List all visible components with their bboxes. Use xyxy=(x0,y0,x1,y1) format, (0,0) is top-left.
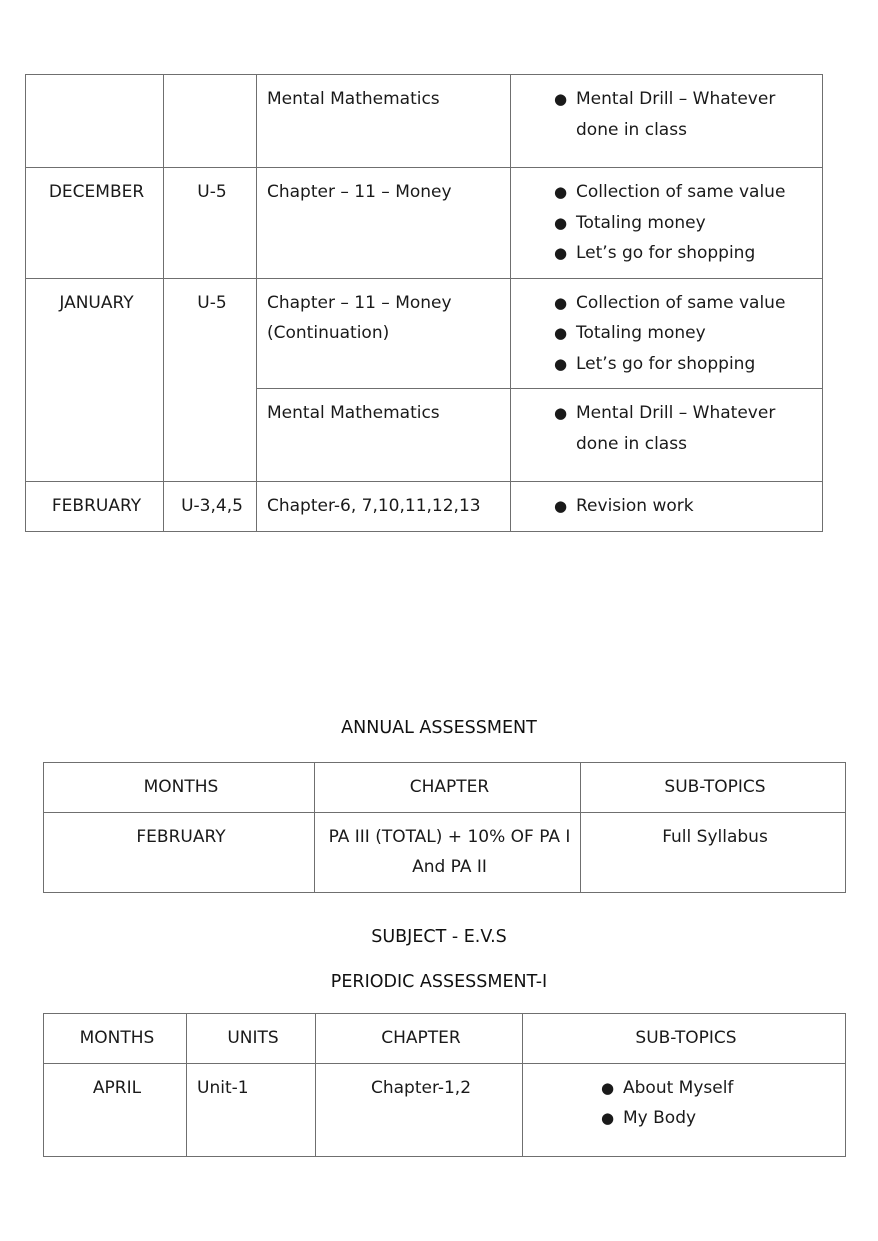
column-header-months xyxy=(44,1014,187,1064)
table-header-row xyxy=(44,1014,846,1064)
list-item-label: Collection of same value xyxy=(576,182,786,202)
maths-syllabus-table xyxy=(25,74,823,532)
list-item xyxy=(521,288,816,319)
bullet-icon: ● xyxy=(554,183,568,201)
unit-text xyxy=(164,75,256,93)
list-item-label: Collection of same value xyxy=(576,292,786,313)
list-item-label: Totaling money xyxy=(576,212,706,233)
column-header-label: SUB-TOPICS xyxy=(635,1028,737,1048)
list-item-label: My Body xyxy=(623,1108,697,1128)
units-cell xyxy=(187,1063,316,1156)
column-header-months xyxy=(44,763,315,813)
bullet-icon: ● xyxy=(554,293,568,312)
list-item xyxy=(533,1103,839,1134)
table-row xyxy=(44,812,846,892)
bullet-icon: ● xyxy=(601,1109,615,1127)
list-item xyxy=(521,238,816,269)
month-text: JANUARY xyxy=(59,292,134,313)
column-header-label: CHAPTER xyxy=(409,777,490,797)
list-item-label: Mental Drill – Whatever done in class xyxy=(576,89,776,140)
subtopics-wrap xyxy=(511,482,822,531)
subtopics-wrap xyxy=(511,168,822,278)
bullet-icon: ● xyxy=(554,213,568,232)
bullet-icon: ● xyxy=(554,90,568,108)
subject-heading: SUBJECT - E.V.S xyxy=(371,927,507,947)
subtopics-cell xyxy=(523,1063,846,1156)
chapter-cell xyxy=(257,389,511,482)
months-cell xyxy=(44,812,315,892)
subtopics-list xyxy=(533,1073,839,1134)
month-cell xyxy=(26,168,164,279)
chapter-cell xyxy=(257,168,511,279)
subtopics-cell xyxy=(581,812,846,892)
bullet-icon: ● xyxy=(554,354,568,373)
list-item-label: Revision work xyxy=(576,496,694,516)
list-item xyxy=(521,177,816,208)
list-item-label: Let’s go for shopping xyxy=(576,243,756,263)
list-item-label: About Myself xyxy=(623,1077,734,1098)
chapter-text: Chapter-1,2 xyxy=(370,1077,472,1098)
unit-text: U-5 xyxy=(197,182,227,202)
subtopics-cell xyxy=(511,278,823,389)
units-text: Unit-1 xyxy=(197,1077,249,1098)
chapter-cell xyxy=(257,482,511,532)
column-header-units xyxy=(187,1014,316,1064)
column-header-label: MONTHS xyxy=(143,777,219,797)
table-row xyxy=(26,75,823,168)
subtopics-cell xyxy=(511,168,823,279)
chapter-text: Mental Mathematics xyxy=(267,403,440,423)
table-row xyxy=(26,482,823,532)
chapter-cell xyxy=(316,1063,523,1156)
chapter-text: Chapter-6, 7,10,11,12,13 xyxy=(267,496,481,516)
months-text: FEBRUARY xyxy=(136,826,226,847)
subtopics-wrap xyxy=(511,75,822,167)
list-item xyxy=(521,349,816,380)
list-item-label: Let’s go for shopping xyxy=(576,353,756,374)
subtopics-list xyxy=(521,84,816,145)
bullet-icon: ● xyxy=(601,1078,615,1097)
bullet-icon: ● xyxy=(554,324,568,342)
evs-periodic-assessment-table xyxy=(43,1013,846,1157)
chapter-cell xyxy=(257,75,511,168)
bullet-icon: ● xyxy=(554,404,568,422)
subtopics-wrap xyxy=(511,279,822,389)
list-item xyxy=(521,208,816,239)
table-header-row xyxy=(44,763,846,813)
list-item xyxy=(533,1073,839,1104)
annual-assessment-heading: ANNUAL ASSESSMENT xyxy=(341,718,537,738)
unit-cell xyxy=(164,75,257,168)
months-cell xyxy=(44,1063,187,1156)
month-cell xyxy=(26,482,164,532)
chapter-text: Chapter – 11 – Money (Continuation) xyxy=(267,292,452,343)
bullet-icon: ● xyxy=(554,244,568,262)
month-text: DECEMBER xyxy=(48,182,145,202)
unit-cell xyxy=(164,278,257,482)
column-header-chapter xyxy=(315,763,581,813)
chapter-text: PA III (TOTAL) + 10% OF PA I And PA II xyxy=(328,826,571,877)
list-item xyxy=(521,84,816,145)
column-header-label: SUB-TOPICS xyxy=(664,777,766,797)
chapter-cell xyxy=(257,278,511,389)
month-cell xyxy=(26,278,164,482)
subtopics-list xyxy=(521,491,816,522)
annual-assessment-table xyxy=(43,762,846,893)
column-header-subtopics xyxy=(523,1014,846,1064)
month-cell xyxy=(26,75,164,168)
table-row xyxy=(26,278,823,389)
column-header-label: CHAPTER xyxy=(381,1028,461,1048)
column-header-label: MONTHS xyxy=(79,1028,155,1048)
subtopics-text: Full Syllabus xyxy=(662,826,768,847)
month-text: FEBRUARY xyxy=(51,496,142,516)
unit-text: U-3,4,5 xyxy=(181,496,243,516)
list-item-label: Mental Drill – Whatever done in class xyxy=(576,403,776,454)
chapter-cell xyxy=(315,812,581,892)
subtopics-list xyxy=(521,177,816,269)
subtopics-wrap xyxy=(511,389,822,481)
subtopics-list xyxy=(521,398,816,459)
unit-cell xyxy=(164,168,257,279)
chapter-text: Chapter – 11 – Money xyxy=(267,182,452,202)
table-row xyxy=(44,1063,846,1156)
subtopics-cell xyxy=(511,75,823,168)
subtopics-cell xyxy=(511,389,823,482)
months-text: APRIL xyxy=(92,1077,142,1098)
periodic-assessment-heading: PERIODIC ASSESSMENT-I xyxy=(330,972,548,992)
table-row xyxy=(26,168,823,279)
bullet-icon: ● xyxy=(554,497,568,515)
unit-text: U-5 xyxy=(197,292,227,313)
list-item xyxy=(521,491,816,522)
subtopics-wrap xyxy=(523,1064,845,1156)
subtopics-list xyxy=(521,288,816,380)
list-item xyxy=(521,318,816,349)
list-item xyxy=(521,398,816,459)
column-header-label: UNITS xyxy=(227,1028,279,1048)
column-header-chapter xyxy=(316,1014,523,1064)
unit-cell xyxy=(164,482,257,532)
subtopics-cell xyxy=(511,482,823,532)
list-item-label: Totaling money xyxy=(576,323,706,343)
month-text xyxy=(26,75,163,93)
column-header-subtopics xyxy=(581,763,846,813)
chapter-text: Mental Mathematics xyxy=(267,89,440,109)
